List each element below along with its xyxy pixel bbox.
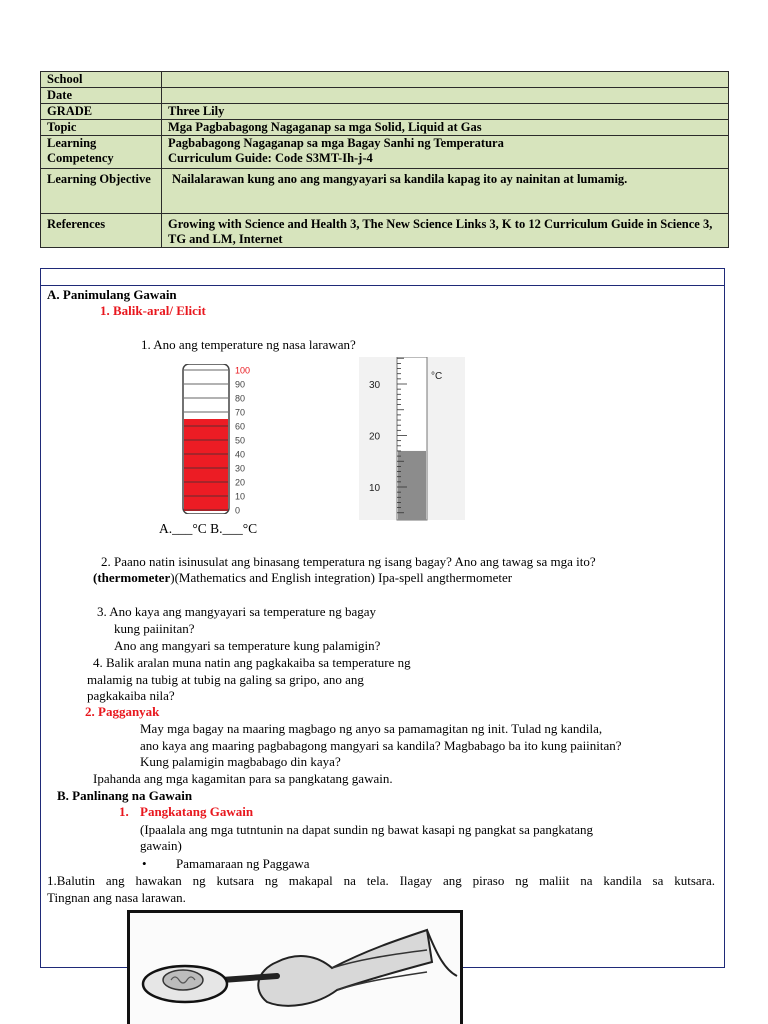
table-row	[41, 72, 729, 88]
thermometer-a-tick-label: 50	[235, 435, 246, 446]
thermometer-a-liquid	[184, 419, 228, 511]
pagganyak-line3: Kung palamigin magbabago din kaya?	[140, 754, 341, 769]
answer-blanks: A.___°C B.___°C	[159, 521, 258, 536]
row-value: Growing with Science and Health 3, The New Science Links 3, K to 12 Curriculum Guide in Science 3, TG and LM, Internet	[162, 214, 729, 248]
procedure-heading: Pamamaraan ng Paggawa	[176, 856, 310, 871]
row-value: Mga Pagbabagong Nagaganap sa mga Solid, Liquid at Gas	[162, 120, 729, 136]
section-b-title: B. Panlinang na Gawain	[57, 788, 193, 803]
table-row	[41, 88, 729, 104]
lesson-body	[40, 268, 725, 968]
row-value: Nailalarawan kung ano ang mangyayari sa kandila kapag ito ay nainitan at lumamig.	[162, 169, 729, 214]
reminder-line2: gawain)	[140, 838, 182, 853]
thermometer-b-figure	[359, 357, 467, 522]
ipahanda-text: Ipahanda ang mga kagamitan para sa pangkatang gawain.	[93, 771, 393, 786]
competency-line: Pagbabagong Nagaganap sa mga Bagay Sanhi ng Temperatura	[168, 136, 504, 150]
table-row	[41, 136, 729, 169]
row-label: GRADE	[41, 104, 162, 120]
table-row	[41, 120, 729, 136]
thermometer-a-tick-label: 30	[235, 463, 246, 474]
balik-aral-heading: 1. Balik-aral/ Elicit	[100, 303, 206, 318]
lesson-info-table	[40, 71, 729, 248]
thermometer-b-tick-label: 30	[369, 380, 381, 391]
thermometer-a-tick-label: 0	[235, 505, 241, 514]
thermometer-a-tick-label: 70	[235, 407, 246, 418]
curriculum-code: Curriculum Guide: Code S3MT-Ih-j-4	[168, 151, 373, 165]
question-3: 3. Ano kaya ang mangyayari sa temperature ng bagay	[97, 604, 377, 619]
thermometer-a-tick-label: 80	[235, 393, 246, 404]
thermometer-a-tick-label: 10	[235, 491, 246, 502]
row-label: Date	[41, 88, 162, 104]
step-1-line1: 1.Balutin ang hawakan ng kutsara ng makapal na tela. Ilagay ang piraso ng maliit na kandila sa kutsara.	[47, 873, 715, 888]
reminder-line1: (Ipaalala ang mga tutntunin na dapat sundin ng bawat kasapi ng pangkat sa pangkatang	[140, 822, 594, 837]
candle-piece-icon	[163, 970, 203, 990]
row-label: Topic	[41, 120, 162, 136]
question-3-line2: kung paiinitan?	[114, 621, 195, 636]
question-2: 2. Paano natin isinusulat ang binasang temperatura ng isang bagay? Ano ang tawag sa mga ito?	[101, 554, 596, 569]
thermometer-b-tick-label: 10	[369, 483, 381, 494]
row-label: References	[41, 214, 162, 248]
question-2-continued	[93, 570, 512, 586]
question-4-line2: malamig na tubig at tubig na galing sa gripo, ano ang	[87, 672, 364, 687]
spoon-handle-icon	[222, 976, 277, 980]
row-value	[162, 72, 729, 88]
spoon-candle-illustration	[127, 910, 463, 1024]
row-label: Learning Objective	[41, 169, 162, 214]
thermometer-term: (thermometer	[93, 570, 171, 585]
pagganyak-line1: May mga bagay na maaring magbago ng anyo sa pamamagitan ng init. Tulad ng kandila,	[140, 721, 603, 736]
row-value: Three Lily	[162, 104, 729, 120]
bullet-symbol: •	[142, 856, 147, 871]
thermometer-a-tick-label: 40	[235, 449, 246, 460]
thermometer-b-unit: °C	[431, 371, 443, 382]
thermometer-a-tick-label: 90	[235, 379, 246, 390]
pagganyak-line2: ano kaya ang maaring pagbabagong mangyari sa kandila? Magbabago ba ito kung paiinitan?	[140, 738, 622, 753]
question-4: 4. Balik aralan muna natin ang pagkakaiba sa temperature ng	[93, 655, 411, 670]
thermometer-a-figure	[177, 364, 267, 514]
table-row	[41, 169, 729, 214]
thermometer-a-tick-label: 60	[235, 421, 246, 432]
pangkatang-number: 1.	[119, 804, 129, 819]
pagganyak-heading: 2. Pagganyak	[85, 704, 160, 719]
step-1-line2: Tingnan ang nasa larawan.	[47, 890, 186, 905]
section-a-title: A. Panimulang Gawain	[47, 287, 177, 302]
thermometer-a-tick-label: 100	[235, 365, 251, 376]
question-3-line3: Ano ang mangyari sa temperature kung palamigin?	[114, 638, 381, 653]
question-4-line3: pagkakaiba nila?	[87, 688, 175, 703]
question-1: 1. Ano ang temperature ng nasa larawan?	[141, 337, 356, 352]
thermometer-b-tick-label: 20	[369, 431, 381, 443]
table-row	[41, 214, 729, 248]
row-label: Learning Competency	[41, 136, 162, 169]
question-2-integration: )(Mathematics and English integration) Ipa-spell angthermometer	[170, 570, 513, 585]
divider	[41, 285, 724, 286]
table-row	[41, 104, 729, 120]
row-value	[162, 88, 729, 104]
pangkatang-heading: Pangkatang Gawain	[140, 804, 254, 819]
thermometer-a-tick-label: 20	[235, 477, 246, 488]
row-value	[162, 136, 729, 169]
row-label: School	[41, 72, 162, 88]
